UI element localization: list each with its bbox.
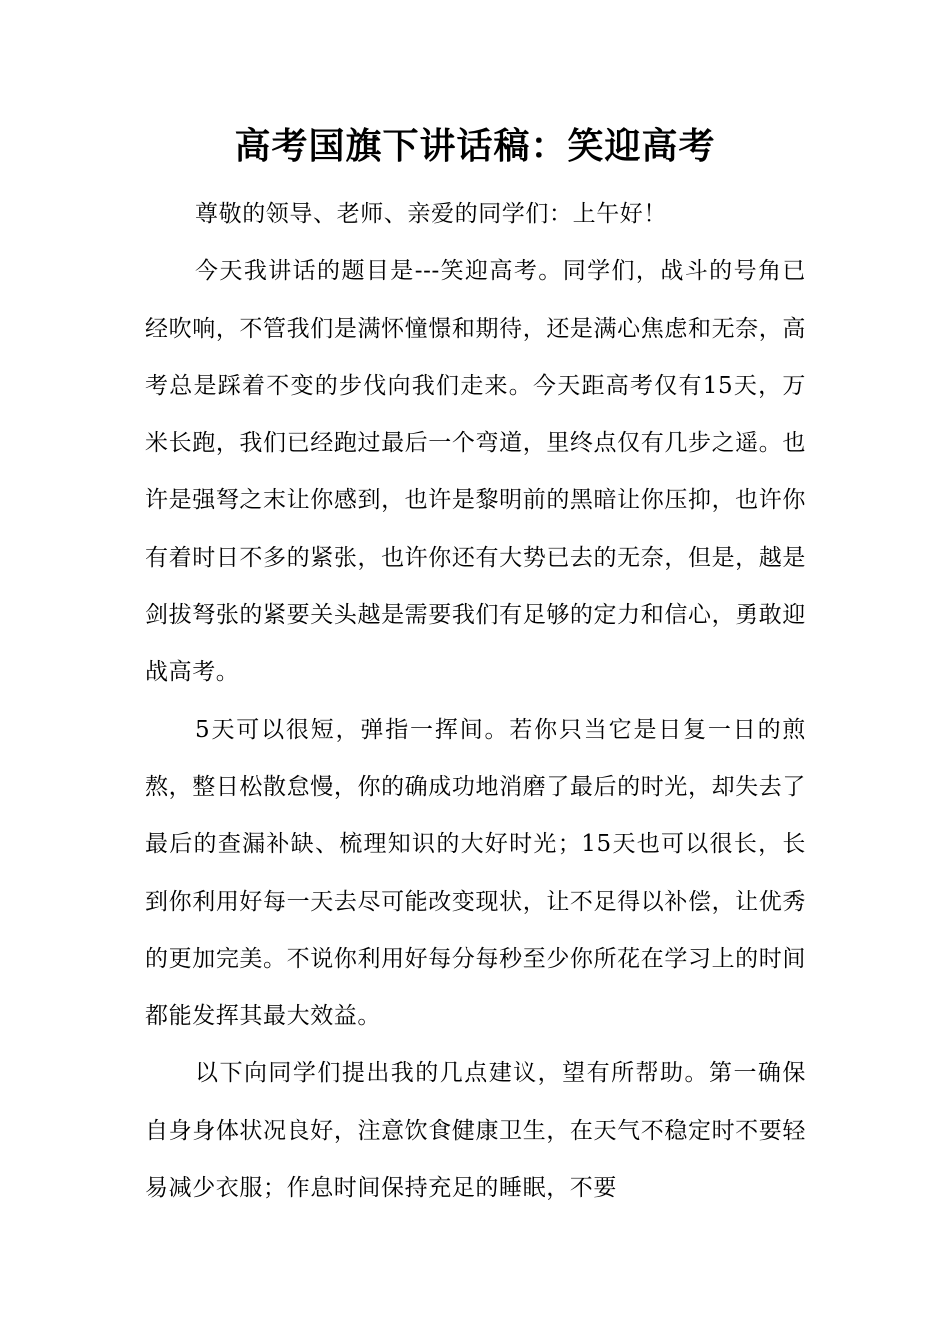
paragraph-greeting: 尊敬的领导、老师、亲爱的同学们：上午好！: [195, 201, 667, 227]
document-title: 高考国旗下讲话稿：笑迎高考: [234, 125, 716, 167]
document-body: [145, 186, 806, 1217]
paragraph-suggestions: 以下向同学们提出我的几点建议，望有所帮助。第一确保自身身体状况良好，注意饮食健康卫生，在天气不稳定时不要轻易减少衣服；作息时间保持充足的睡眠，不要: [145, 1060, 806, 1202]
paragraph-topic: 今天我讲话的题目是---笑迎高考。同学们，战斗的号角已经吹响，不管我们是满怀憧憬和期待，还是满心焦虑和无奈，高考总是踩着不变的步伐向我们走来。今天距高考仅有15天，万米长跑，我们已经跑过最后一个弯道，里终点仅有几步之遥。也许是强弩之末让你感到，也许是黎明前的黑暗让你压抑，也许你有着时日不多的紧张，也许你还有大势已去的无奈，但是，越是剑拔弩张的紧要关头越是需要我们有足够的定力和信心，勇敢迎战高考。: [145, 258, 806, 686]
paragraph-fifteen-days: 5天可以很短，弹指一挥间。若你只当它是日复一日的煎熬，整日松散怠慢，你的确成功地消磨了最后的时光，却失去了最后的查漏补缺、梳理知识的大好时光；15天也可以很长，长到你利用好每一天去尽可能改变现状，让不足得以补偿，让优秀的更加完美。不说你利用好每分每秒至少你所花在学习上的时间都能发挥其最大效益。: [145, 716, 806, 1030]
